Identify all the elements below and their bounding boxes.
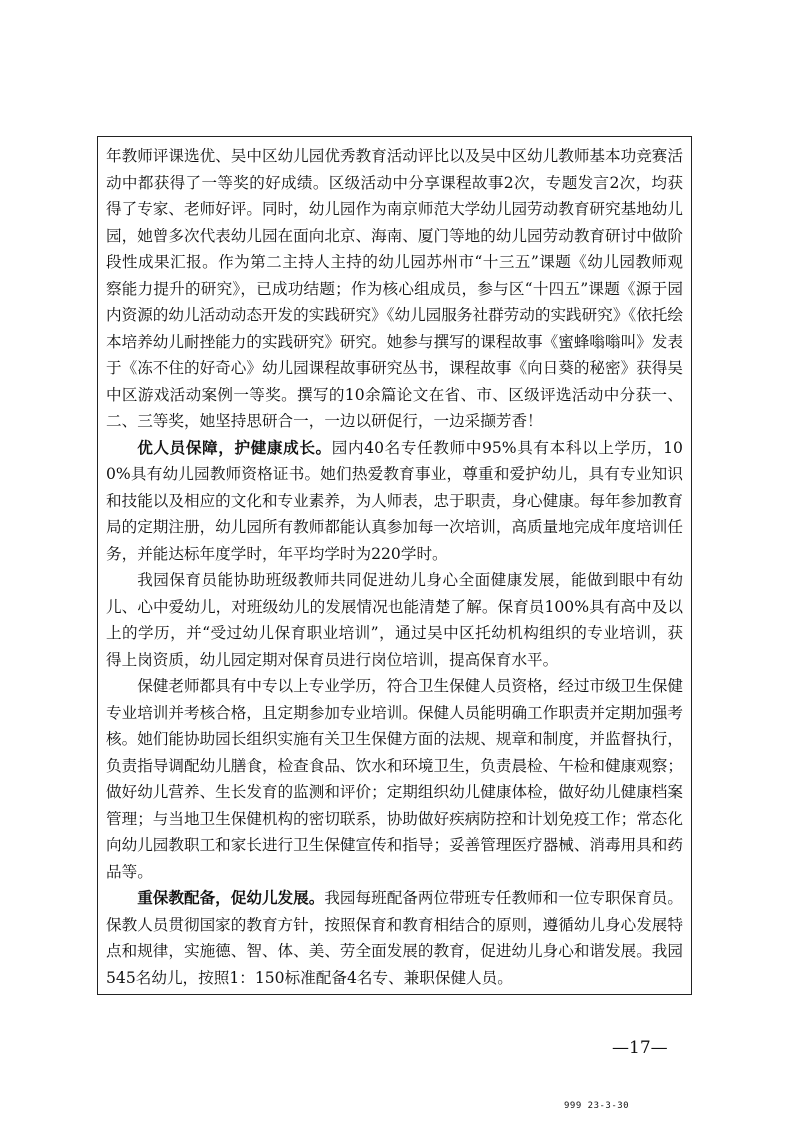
paragraph-4 bbox=[106, 673, 683, 885]
footer-stamp: 999 23-3-30 bbox=[564, 1101, 630, 1111]
page-number: —17— bbox=[612, 1038, 668, 1058]
paragraph-3-text: 我园保育员能协助班级教师共同促进幼儿身心全面健康发展，能做到眼中有幼儿、心中爱幼儿，对班级幼儿的发展情况也能清楚了解。保育员100%具有高中及以上的学历，并“受过幼儿保育职业培训”，通过吴中区托幼机构组织的专业培训，获得上岗资质，幼儿园定期对保育员进行岗位培训，提高保育水平。 bbox=[106, 571, 683, 669]
paragraph-4-text: 保健老师都具有中专以上专业学历，符合卫生保健人员资格，经过市级卫生保健专业培训并考核合格，且定期参加专业培训。保健人员能明确工作职责并定期加强考核。她们能协助园长组织实施有关卫生保健方面的法规、规章和制度，并监督执行，负责指导调配幼儿膳食，检查食品、饮水和环境卫生，负责晨检、午检和健康观察；做好幼儿营养、生长发育的监测和评价；定期组织幼儿健康体检，做好幼儿健康档案管理；与当地卫生保健机构的密切联系，协助做好疾病防控和计划免疫工作；常态化向幼儿园教职工和家长进行卫生保健宣传和指导；妥善管理医疗器械、消毒用具和药品等。 bbox=[106, 677, 683, 881]
paragraph-3 bbox=[106, 567, 683, 673]
paragraph-5 bbox=[106, 885, 683, 991]
paragraph-5-heading: 重保教配备，促幼儿发展。 bbox=[137, 888, 325, 907]
paragraph-2-heading: 优人员保障，护健康成长。 bbox=[137, 437, 332, 457]
paragraph-2 bbox=[106, 435, 683, 568]
content-frame bbox=[97, 136, 692, 995]
paragraph-2-text: 园内40名专任教师中95%具有本科以上学历，100%具有幼儿园教师资格证书。她们热爱教育事业，尊重和爱护幼儿，具有专业知识和技能以及相应的文化和专业素养，为人师表，忠于职责，身心健康。每年参加教育局的定期注册，幼儿园所有教师都能认真参加每一次培训，高质量地完成年度培训任务，并能达标年度学时，年平均学时为220学时。 bbox=[106, 438, 683, 563]
paragraph-1-text: 年教师评课选优、吴中区幼儿园优秀教育活动评比以及吴中区幼儿教师基本功竞赛活动中都获得了一等奖的好成绩。区级活动中分享课程故事2次，专题发言2次，均获得了专家、老师好评。同时，幼儿园作为南京师范大学幼儿园劳动教育研究基地幼儿园，她曾多次代表幼儿园在面向北京、海南、厦门等地的幼儿园劳动教育研讨中做阶段性成果汇报。作为第二主持人主持的幼儿园苏州市“十三五”课题《幼儿园教师观察能力提升的研究》，已成功结题；作为核心组成员，参与区“十四五”课题《源于园内资源的幼儿活动动态开发的实践研究》《幼儿园服务社群劳动的实践研究》《依托绘本培养幼儿耐挫能力的实践研究》研究。她参与撰写的课程故事《蜜蜂嗡嗡叫》发表于《冻不住的好奇心》幼儿园课程故事研究丛书，课程故事《向日葵的秘密》获得吴中区游戏活动案例一等奖。撰写的10余篇论文在省、市、区级评选活动中分获一、二、三等奖，她坚持思研合一，一边以研促行，一边采撷芳香！ bbox=[106, 147, 683, 430]
paragraph-5-text: 我园每班配备两位带班专任教师和一位专职保育员。保教人员贯彻国家的教育方针，按照保育和教育相结合的原则，遵循幼儿身心发展特点和规律，实施德、智、体、美、劳全面发展的教育，促进幼儿身心和谐发展。我园545名幼儿，按照1：150标准配备4名专、兼职保健人员。 bbox=[106, 889, 683, 987]
paragraph-1 bbox=[106, 143, 683, 435]
